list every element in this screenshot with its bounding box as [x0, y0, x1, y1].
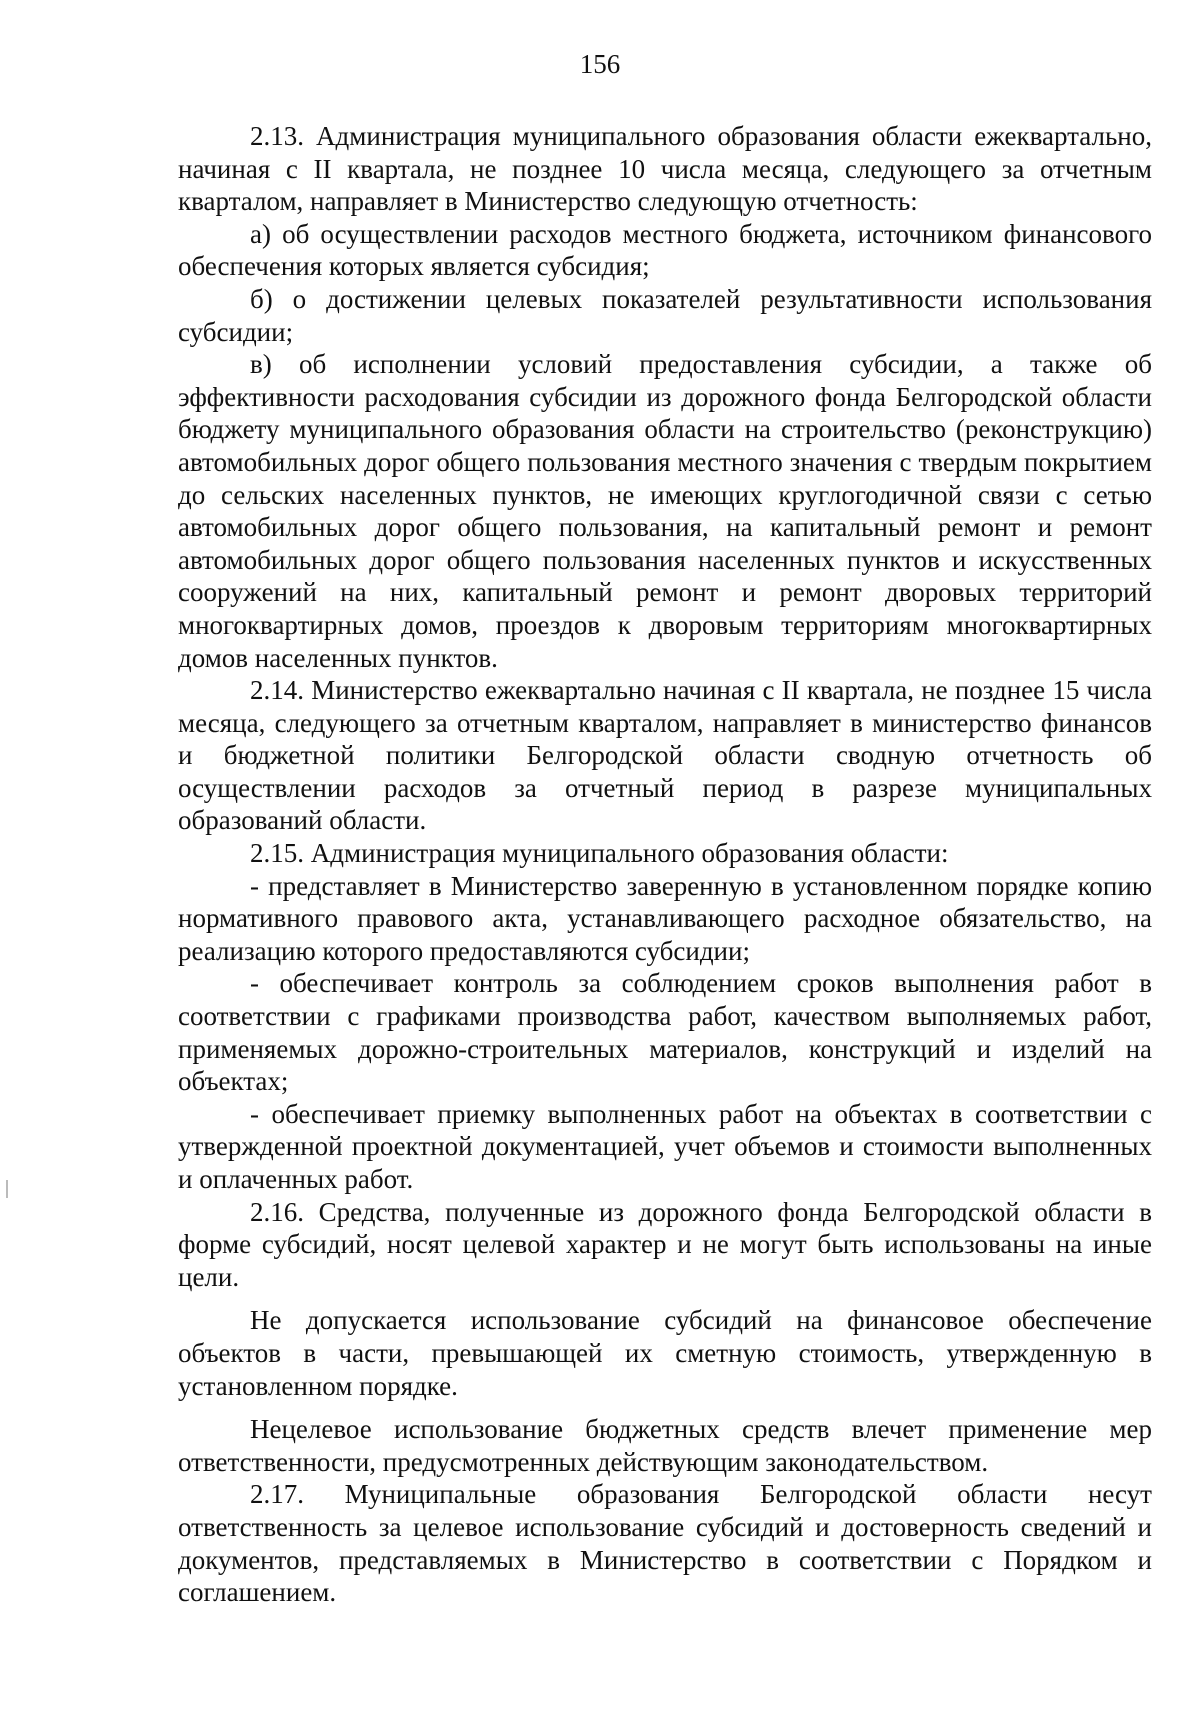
scan-edge-mark [6, 1180, 8, 1198]
document-body [178, 120, 1152, 1609]
paragraph-2-15-dash-1: - представляет в Министерство заверенную в установленном порядке копию нормативного правового акта, устанавливающего расходное обязательство, на реализацию которого предоставляются субсидии; [178, 870, 1152, 966]
paragraph-2-15: 2.15. Администрация муниципального образования области: [250, 838, 949, 869]
paragraph-2-15-dash-3: - обеспечивает приемку выполненных работ на объектах в соответствии с утвержденной проектной документацией, учет объемов и стоимости выполненных и оплаченных работ. [178, 1098, 1152, 1194]
paragraph-2-13-item-b: б) о достижении целевых показателей результативности использования субсидии; [178, 283, 1152, 347]
paragraph-2-14: 2.14. Министерство ежеквартально начиная с II квартала, не позднее 15 числа месяца, следующего за отчетным кварталом, направляет в министерство финансов и бюджетной политики Белгородской области сводную отчетность об осуществлении расходов за отчетный период в разрезе муниципальных образований области. [178, 675, 1152, 836]
paragraph-2-16-liability: Нецелевое использование бюджетных средств влечет применение мер ответственности, предусмотренных действующим законодательством. [178, 1414, 1152, 1477]
paragraph-2-16: 2.16. Средства, полученные из дорожного фонда Белгородской области в форме субсидий, носят целевой характер и не могут быть использованы на иные цели. [178, 1196, 1152, 1292]
paragraph-2-13: 2.13. Администрация муниципального образования области ежеквартально, начиная с II квартала, не позднее 10 числа месяца, следующего за отчетным кварталом, направляет в Министерство следующую отчетность: [178, 121, 1152, 217]
paragraph-2-16-limit: Не допускается использование субсидий на финансовое обеспечение объектов в части, превышающей их сметную стоимость, утвержденную в установленном порядке. [178, 1305, 1152, 1401]
paragraph-2-13-item-v: в) об исполнении условий предоставления субсидии, а также об эффективности расходования субсидии из дорожного фонда Белгородской области бюджету муниципального образования области на строительство (реконструкцию) автомобильных дорог общего пользования местного значения с твердым покрытием до сельских населенных пунктов, не имеющих круглогодичной связи с сетью автомобильных дорог общего пользования, на капитальный ремонт и ремонт автомобильных дорог общего пользования населенных пунктов и искусственных сооружений на них, капитальный ремонт и ремонт дворовых территорий многоквартирных домов, проездов к дворовым территориям многоквартирных домов населенных пунктов. [178, 349, 1152, 673]
paragraph-2-13-item-a: а) об осуществлении расходов местного бюджета, источником финансового обеспечения которых является субсидия; [178, 218, 1152, 282]
paragraph-2-17: 2.17. Муниципальные образования Белгородской области несут ответственность за целевое использование субсидий и достоверность сведений и документов, представляемых в Министерство в соответствии с Порядком и соглашением. [178, 1479, 1152, 1608]
page-number: 156 [579, 49, 621, 79]
paragraph-2-15-dash-2: - обеспечивает контроль за соблюдением сроков выполнения работ в соответствии с графиками производства работ, качеством выполняемых работ, применяемых дорожно-строительных материалов, конструкций и изделий на объектах; [178, 968, 1152, 1097]
